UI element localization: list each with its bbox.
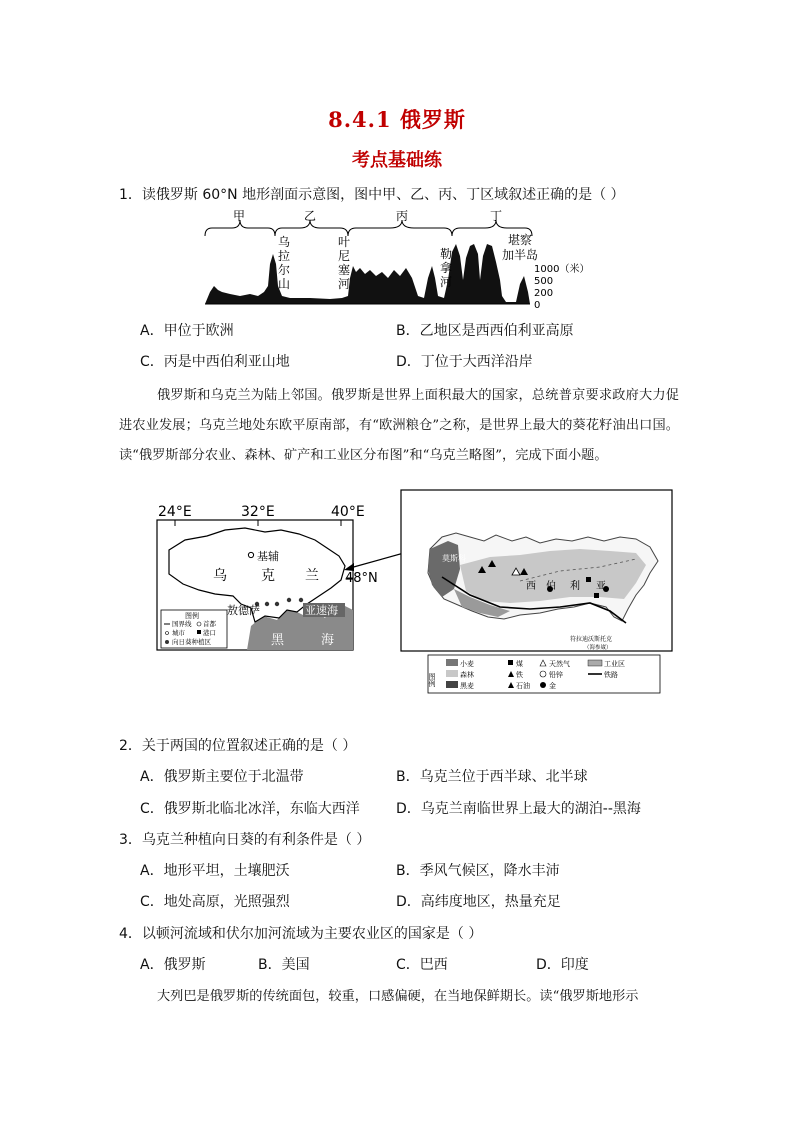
label-vladivostok: 符拉迪沃斯托克 xyxy=(570,636,613,643)
label-siberia-3: 利 xyxy=(570,581,580,592)
legend-city: 城市 xyxy=(172,629,185,637)
label-ural-4: 山 xyxy=(278,277,291,291)
lon-40e: 40°E xyxy=(331,504,365,520)
q4-option-b[interactable]: B．美国 xyxy=(258,957,310,973)
legend-border: 国界线 xyxy=(172,620,192,628)
legend-rye: 黑麦 xyxy=(460,682,474,690)
q4-option-c[interactable]: C．巴西 xyxy=(396,957,448,973)
sea-black-1: 黑 xyxy=(271,633,285,648)
russia-map xyxy=(400,489,675,699)
label-ural-2: 拉 xyxy=(278,249,291,263)
country-char-2: 克 xyxy=(261,568,275,584)
label-ural-1: 乌 xyxy=(278,235,291,249)
q1-option-d[interactable]: D．丁位于大西洋沿岸 xyxy=(396,354,533,370)
scale-200: 200 xyxy=(534,288,554,299)
legend-oil: 石油 xyxy=(516,682,530,690)
passage-bread xyxy=(119,982,679,1012)
legend-gold: 金 xyxy=(549,682,556,690)
legend-railway: 铁路 xyxy=(604,671,618,679)
lon-32e: 32°E xyxy=(241,504,275,520)
legend-leadzinc: 铅锌 xyxy=(549,671,563,679)
legend-iron: 铁 xyxy=(516,671,523,679)
legend-gas: 天然气 xyxy=(549,660,570,668)
label-kamchatka-1: 堪察 xyxy=(508,233,533,247)
label-yenisei-4: 河 xyxy=(338,277,351,291)
label-siberia-4: 亚 xyxy=(596,581,606,592)
legend-sunflower: 向日葵种植区 xyxy=(172,638,211,646)
question-4-stem: 4．以顿河流域和伏尔加河流域为主要农业区的国家是（ ） xyxy=(119,926,483,942)
label-ural-3: 尔 xyxy=(278,263,291,277)
legend-capital: 首都 xyxy=(203,620,216,628)
passage-2-text: 大列巴是俄罗斯的传统面包，较重，口感偏硬，在当地保鲜期长。读“俄罗斯地形示 xyxy=(157,989,639,1004)
region-jia: 甲 xyxy=(233,209,246,223)
city-odesa: 敖德萨 xyxy=(227,604,260,617)
region-ding: 丁 xyxy=(490,209,503,223)
q3-option-c[interactable]: C．地处高原，光照强烈 xyxy=(140,894,290,910)
label-lena-3: 河 xyxy=(440,275,453,289)
ukraine-legend-title: 图例 xyxy=(185,612,199,620)
question-3-stem: 3．乌克兰种植向日葵的有利条件是（ ） xyxy=(119,832,371,848)
label-kamchatka-2: 加半岛 xyxy=(502,248,539,262)
region-yi: 乙 xyxy=(304,209,317,223)
legend-port: 港口 xyxy=(203,629,216,637)
legend-forest: 森林 xyxy=(460,671,474,679)
terrain-profile-figure xyxy=(200,206,600,314)
label-lena-1: 勒 xyxy=(440,247,453,261)
q3-option-d[interactable]: D．高纬度地区，热量充足 xyxy=(396,894,561,910)
q2-option-c[interactable]: C．俄罗斯北临北冰洋，东临大西洋 xyxy=(140,801,360,817)
country-char-3: 兰 xyxy=(305,568,319,584)
question-2-stem: 2．关于两国的位置叙述正确的是（ ） xyxy=(119,738,357,754)
country-char-1: 乌 xyxy=(213,568,227,584)
label-yenisei-2: 尼 xyxy=(338,249,351,263)
label-yenisei-1: 叶 xyxy=(338,235,351,249)
label-siberia-1: 西 xyxy=(526,581,536,592)
legend-wheat: 小麦 xyxy=(460,660,474,668)
russia-legend-title: 图例 xyxy=(428,673,436,687)
ukraine-map xyxy=(155,500,378,655)
sea-azov: 亚速海 xyxy=(305,604,338,617)
terrain-silhouette xyxy=(205,244,530,304)
label-moscow: 莫斯科 xyxy=(442,554,466,563)
region-bing: 丙 xyxy=(396,209,409,223)
passage-russia-ukraine xyxy=(119,381,679,471)
passage-1-text: 俄罗斯和乌克兰为陆上邻国。俄罗斯是世界上面积最大的国家，总统普京要求政府大力促进农业发展；乌克兰地处东欧平原南部，有“欧洲粮仓”之称，是世界上最大的葵花籽油出口国。读“俄罗斯部分农业、森林、矿产和工业区分布图”和“乌克兰略图”，完成下面小题。 xyxy=(119,388,679,463)
q2-option-a[interactable]: A．俄罗斯主要位于北温带 xyxy=(140,769,304,785)
lon-24e: 24°E xyxy=(158,504,192,520)
q1-option-b[interactable]: B．乙地区是西西伯利亚高原 xyxy=(396,323,574,339)
label-yenisei-3: 塞 xyxy=(338,263,351,277)
label-vladivostok-sub: （海参崴） xyxy=(584,645,612,651)
q4-option-a[interactable]: A．俄罗斯 xyxy=(140,957,206,973)
q1-option-c[interactable]: C．丙是中西伯利亚山地 xyxy=(140,354,290,370)
scale-500: 500 xyxy=(534,276,554,287)
city-kyiv: 基辅 xyxy=(257,550,279,563)
lat-48n: 48°N xyxy=(345,571,378,586)
scale-0: 0 xyxy=(534,300,541,311)
sea-black-2: 海 xyxy=(321,633,335,648)
scale-1000: 1000（米） xyxy=(534,264,590,275)
q3-option-a[interactable]: A．地形平坦，土壤肥沃 xyxy=(140,863,290,879)
page-subtitle: 考点基础练 xyxy=(352,150,442,171)
page-title: 8.4.1 俄罗斯 xyxy=(328,107,466,132)
legend-coal: 煤 xyxy=(516,660,523,668)
legend-industry: 工业区 xyxy=(604,660,625,668)
label-siberia-2: 伯 xyxy=(546,581,556,592)
q3-option-b[interactable]: B．季风气候区，降水丰沛 xyxy=(396,863,560,879)
label-lena-2: 拿 xyxy=(440,261,453,275)
q2-option-d[interactable]: D．乌克兰南临世界上最大的湖泊--黑海 xyxy=(396,801,641,817)
question-1-stem: 1．读俄罗斯 60°N 地形剖面示意图，图中甲、乙、丙、丁区域叙述正确的是（ ） xyxy=(119,187,625,203)
q2-option-b[interactable]: B．乌克兰位于西半球、北半球 xyxy=(396,769,588,785)
q4-option-d[interactable]: D．印度 xyxy=(536,957,589,973)
q1-option-a[interactable]: A．甲位于欧洲 xyxy=(140,323,234,339)
